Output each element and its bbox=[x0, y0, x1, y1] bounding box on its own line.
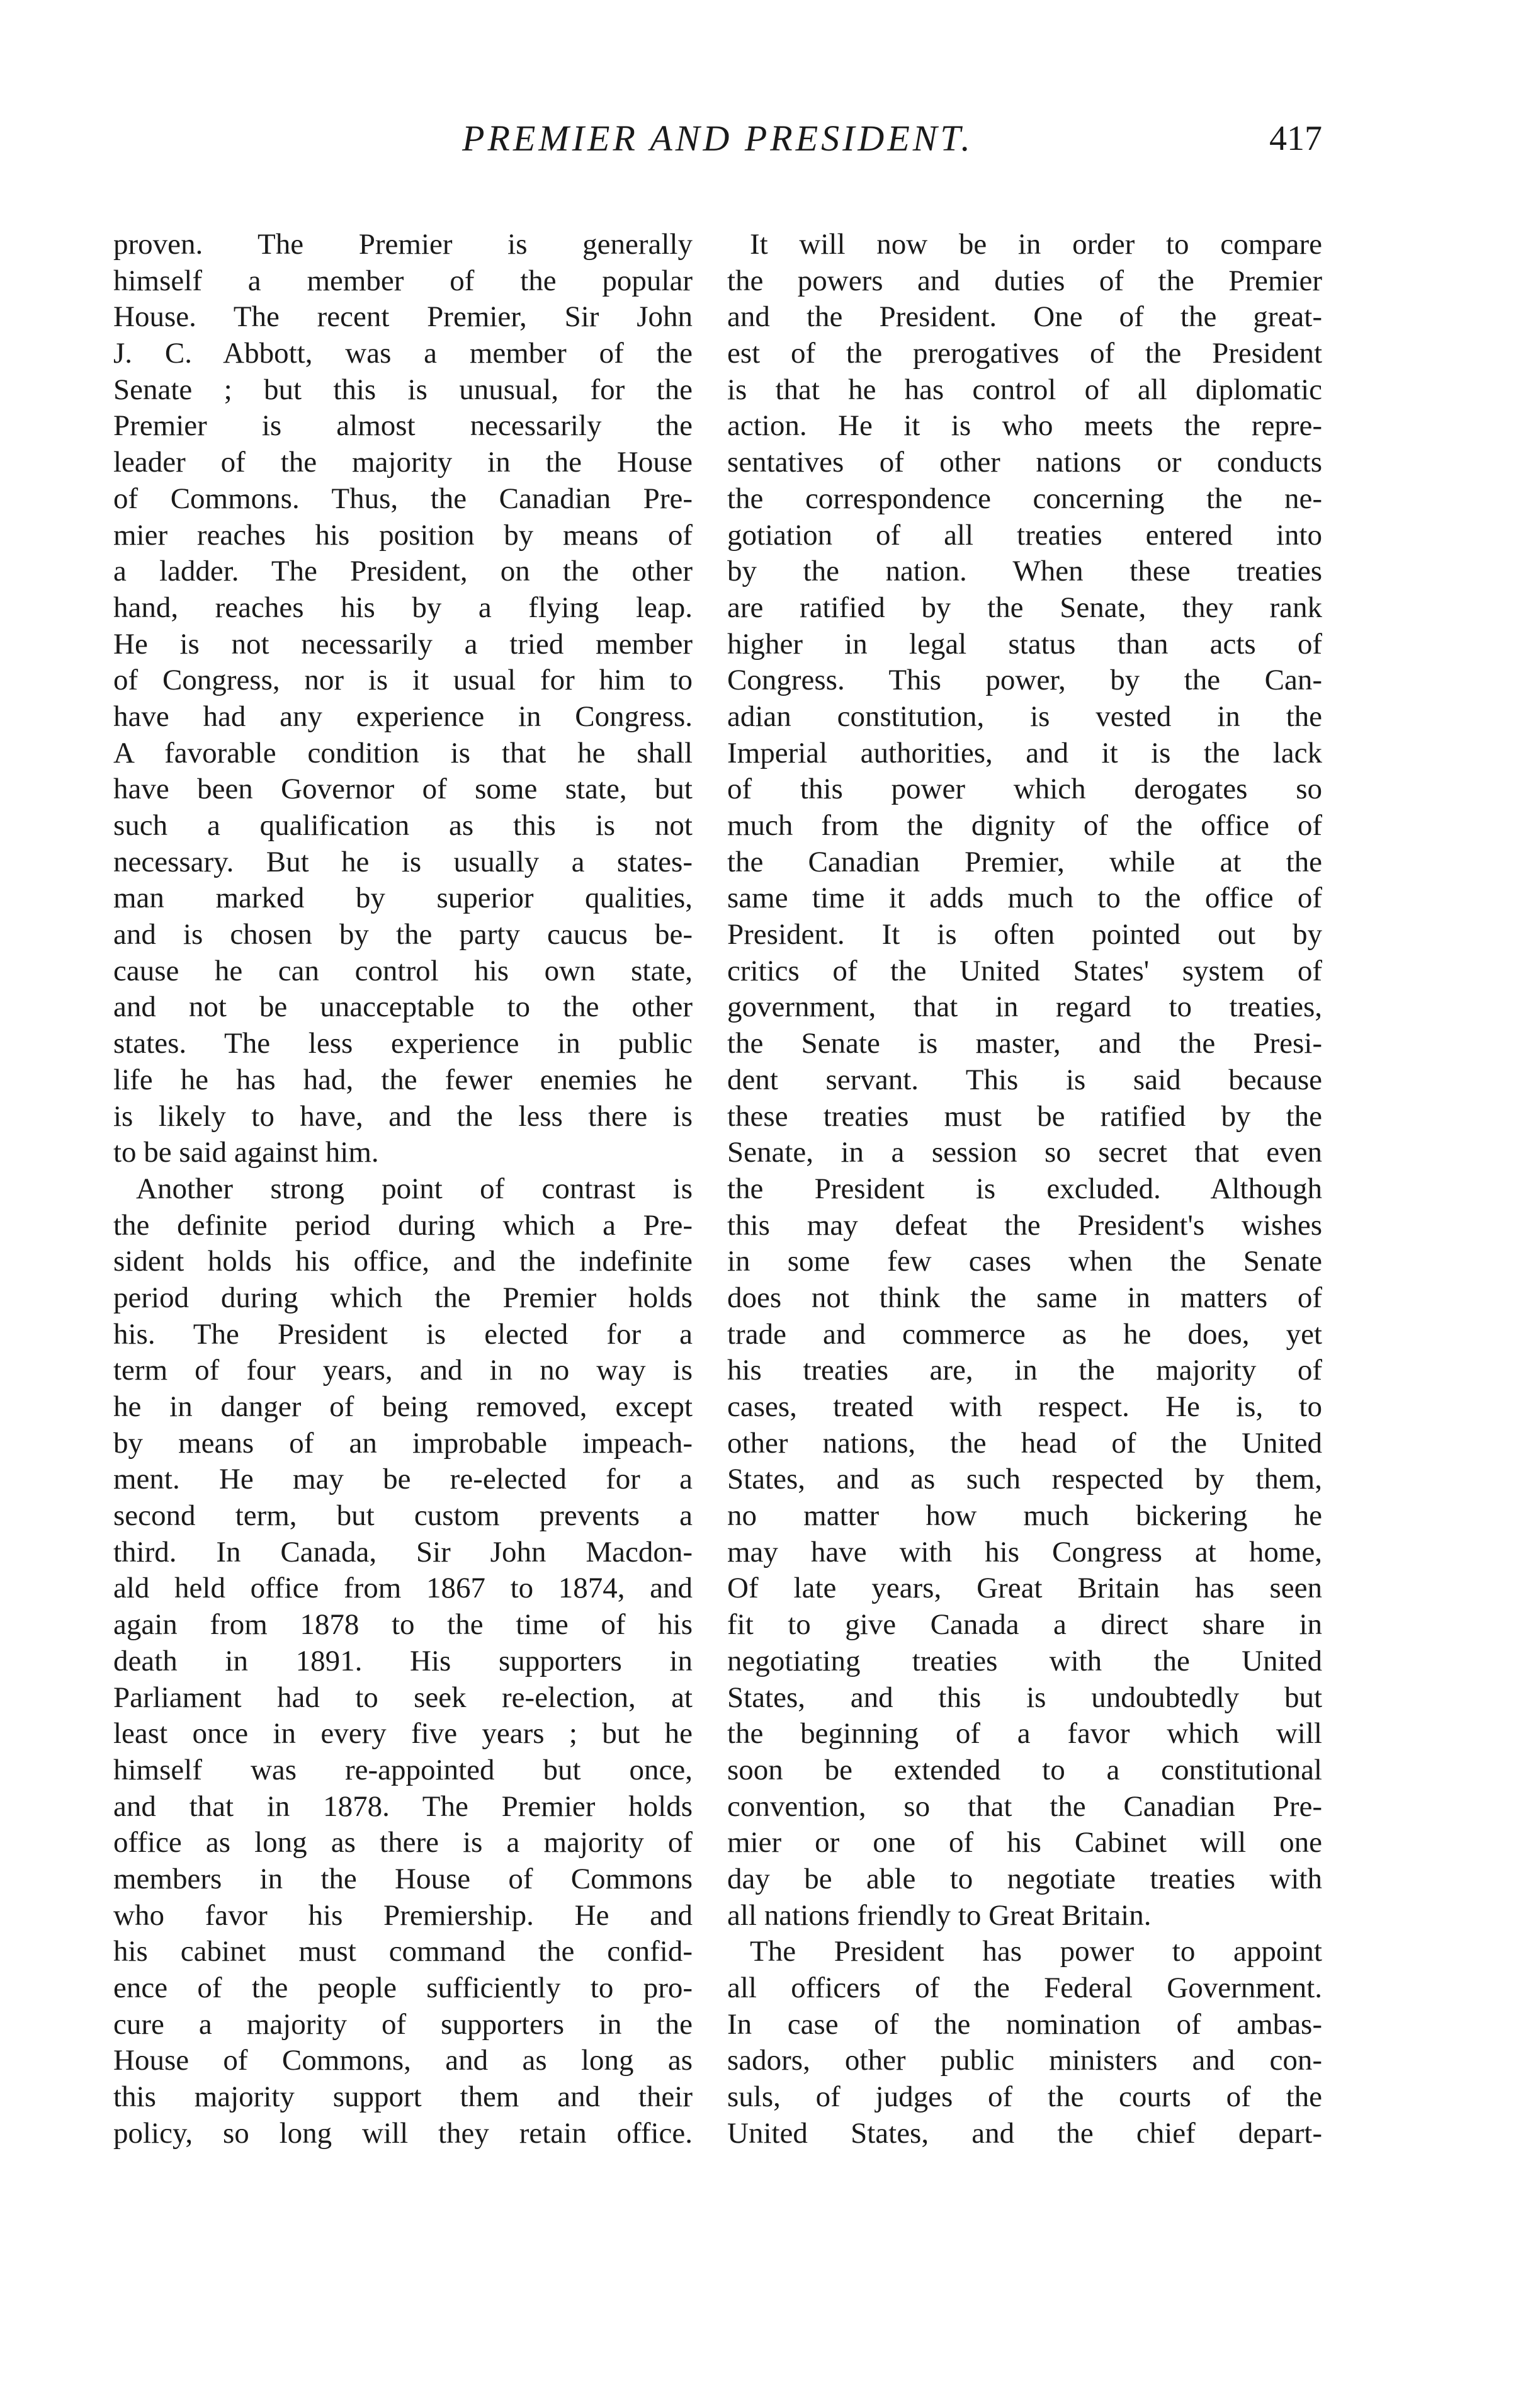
text-line: to be said against him. bbox=[113, 1136, 379, 1169]
text-line: States, and as such respected by them, bbox=[727, 1463, 1322, 1496]
text-line: have had any experience in Congress. bbox=[113, 700, 693, 733]
text-line: his treaties are, in the majority of bbox=[727, 1354, 1322, 1387]
text-line: Of late years, Great Britain has seen bbox=[727, 1572, 1322, 1605]
text-line: all nations friendly to Great Britain. bbox=[727, 1898, 1152, 1932]
text-line: of this power which derogates so bbox=[727, 773, 1322, 806]
text-line: convention, so that the Canadian Pre- bbox=[727, 1790, 1322, 1823]
text-line: himself was re-appointed but once, bbox=[113, 1753, 693, 1786]
text-line: and that in 1878. The Premier holds bbox=[113, 1790, 693, 1823]
text-line: soon be extended to a constitutional bbox=[727, 1753, 1322, 1786]
text-line: life he has had, the fewer enemies he bbox=[113, 1063, 693, 1096]
text-line: no matter how much bickering he bbox=[727, 1499, 1322, 1533]
text-line: of Commons. Thus, the Canadian Pre- bbox=[113, 482, 693, 515]
text-line: The President has power to appoint bbox=[750, 1935, 1322, 1968]
text-line: cases, treated with respect. He is, to bbox=[727, 1390, 1322, 1423]
running-title: PREMIER AND PRESIDENT. bbox=[462, 118, 973, 159]
text-line: Senate, in a session so secret that even bbox=[727, 1136, 1322, 1169]
text-line: hand, reaches his by a flying leap. bbox=[113, 591, 693, 624]
text-line: United States, and the chief depart- bbox=[727, 2116, 1322, 2150]
text-line: third. In Canada, Sir John Macdon- bbox=[113, 1535, 693, 1569]
text-line: mier or one of his Cabinet will one bbox=[727, 1826, 1322, 1859]
text-line: Imperial authorities, and it is the lack bbox=[727, 736, 1322, 769]
text-line: mier reaches his position by means of bbox=[113, 518, 693, 552]
text-line: office as long as there is a majority of bbox=[113, 1826, 693, 1859]
text-line: sentatives of other nations or conducts bbox=[727, 446, 1322, 479]
text-line: A favorable condition is that he shall bbox=[113, 736, 693, 769]
text-line: the Senate is master, and the Presi- bbox=[727, 1027, 1322, 1060]
running-head bbox=[113, 113, 1322, 164]
text-line: day be able to negotiate treaties with bbox=[727, 1862, 1322, 1895]
text-line: In case of the nomination of ambas- bbox=[727, 2007, 1322, 2041]
text-line: by the nation. When these treaties bbox=[727, 555, 1322, 588]
text-line: is likely to have, and the less there is bbox=[113, 1099, 693, 1133]
text-line: fit to give Canada a direct share in bbox=[727, 1608, 1322, 1642]
text-line: may have with his Congress at home, bbox=[727, 1535, 1322, 1569]
text-line: House of Commons, and as long as bbox=[113, 2044, 693, 2077]
text-line: term of four years, and in no way is bbox=[113, 1354, 693, 1387]
text-line: trade and commerce as he does, yet bbox=[727, 1317, 1322, 1351]
text-line: these treaties must be ratified by the bbox=[727, 1099, 1322, 1133]
text-line: the Canadian Premier, while at the bbox=[727, 845, 1322, 878]
text-line: cure a majority of supporters in the bbox=[113, 2007, 693, 2041]
text-line: Senate ; but this is unusual, for the bbox=[113, 373, 693, 406]
text-line: Congress. This power, by the Can- bbox=[727, 664, 1322, 697]
text-line: a ladder. The President, on the other bbox=[113, 555, 693, 588]
text-line: States, and this is undoubtedly but bbox=[727, 1681, 1322, 1714]
text-line: Parliament had to seek re-election, at bbox=[113, 1681, 693, 1714]
text-line: policy, so long will they retain office. bbox=[113, 2116, 693, 2150]
text-line: much from the dignity of the office of bbox=[727, 809, 1322, 842]
text-line: this majority support them and their bbox=[113, 2080, 693, 2114]
text-line: higher in legal status than acts of bbox=[727, 627, 1322, 661]
text-line: ence of the people sufficiently to pro- bbox=[113, 1971, 693, 2004]
text-line: cause he can control his own state, bbox=[113, 954, 693, 987]
text-line: the definite period during which a Pre- bbox=[113, 1208, 693, 1242]
text-line: sident holds his office, and the indefinite bbox=[113, 1245, 693, 1278]
text-line: est of the prerogatives of the President bbox=[727, 337, 1322, 370]
text-line: the correspondence concerning the ne- bbox=[727, 482, 1322, 515]
text-line: his. The President is elected for a bbox=[113, 1317, 693, 1351]
text-line: Another strong point of contrast is bbox=[136, 1172, 693, 1205]
text-line: who favor his Premiership. He and bbox=[113, 1898, 693, 1932]
text-line: states. The less experience in public bbox=[113, 1027, 693, 1060]
text-line: of Congress, nor is it usual for him to bbox=[113, 664, 693, 697]
text-line: leader of the majority in the House bbox=[113, 446, 693, 479]
page-number: 417 bbox=[1269, 119, 1322, 158]
text-line: the beginning of a favor which will bbox=[727, 1717, 1322, 1750]
text-line: House. The recent Premier, Sir John bbox=[113, 300, 693, 334]
text-line: such a qualification as this is not bbox=[113, 809, 693, 842]
text-line: dent servant. This is said because bbox=[727, 1063, 1322, 1096]
text-line: critics of the United States' system of bbox=[727, 954, 1322, 987]
text-line: proven. The Premier is generally bbox=[113, 228, 693, 261]
text-line: again from 1878 to the time of his bbox=[113, 1608, 693, 1642]
text-line: negotiating treaties with the United bbox=[727, 1644, 1322, 1677]
text-line: death in 1891. His supporters in bbox=[113, 1644, 693, 1677]
text-line: he in danger of being removed, except bbox=[113, 1390, 693, 1423]
text-line: and is chosen by the party caucus be- bbox=[113, 918, 693, 951]
text-line: and the President. One of the great- bbox=[727, 300, 1322, 334]
text-line: members in the House of Commons bbox=[113, 1862, 693, 1895]
text-line: by means of an improbable impeach- bbox=[113, 1426, 693, 1460]
text-line: the President is excluded. Although bbox=[727, 1172, 1322, 1205]
text-line: man marked by superior qualities, bbox=[113, 882, 693, 915]
right-text-column bbox=[727, 227, 1322, 2152]
text-line: second term, but custom prevents a bbox=[113, 1499, 693, 1533]
text-line: sadors, other public ministers and con- bbox=[727, 2044, 1322, 2077]
text-line: have been Governor of some state, but bbox=[113, 773, 693, 806]
text-line: all officers of the Federal Government. bbox=[727, 1971, 1322, 2004]
text-line: ald held office from 1867 to 1874, and bbox=[113, 1572, 693, 1605]
text-line: same time it adds much to the office of bbox=[727, 882, 1322, 915]
text-line: are ratified by the Senate, they rank bbox=[727, 591, 1322, 624]
text-line: and not be unacceptable to the other bbox=[113, 990, 693, 1024]
text-line: the powers and duties of the Premier bbox=[727, 264, 1322, 297]
text-line: President. It is often pointed out by bbox=[727, 918, 1322, 951]
left-text-column bbox=[113, 227, 693, 2152]
text-line: government, that in regard to treaties, bbox=[727, 990, 1322, 1024]
text-line: action. He it is who meets the repre- bbox=[727, 409, 1322, 443]
text-line: He is not necessarily a tried member bbox=[113, 627, 693, 661]
text-line: ment. He may be re-elected for a bbox=[113, 1463, 693, 1496]
text-line: Premier is almost necessarily the bbox=[113, 409, 693, 443]
text-line: gotiation of all treaties entered into bbox=[727, 518, 1322, 552]
text-line: other nations, the head of the United bbox=[727, 1426, 1322, 1460]
text-line: necessary. But he is usually a states- bbox=[113, 845, 693, 878]
text-line: It will now be in order to compare bbox=[750, 228, 1322, 261]
text-line: least once in every five years ; but he bbox=[113, 1717, 693, 1750]
text-line: is that he has control of all diplomatic bbox=[727, 373, 1322, 406]
text-line: period during which the Premier holds bbox=[113, 1281, 693, 1314]
text-line: his cabinet must command the confid- bbox=[113, 1935, 693, 1968]
text-line: this may defeat the President's wishes bbox=[727, 1208, 1322, 1242]
text-line: adian constitution, is vested in the bbox=[727, 700, 1322, 733]
text-line: suls, of judges of the courts of the bbox=[727, 2080, 1322, 2114]
text-line: does not think the same in matters of bbox=[727, 1281, 1322, 1314]
text-line: himself a member of the popular bbox=[113, 264, 693, 297]
text-line: J. C. Abbott, was a member of the bbox=[113, 337, 693, 370]
text-line: in some few cases when the Senate bbox=[727, 1245, 1322, 1278]
